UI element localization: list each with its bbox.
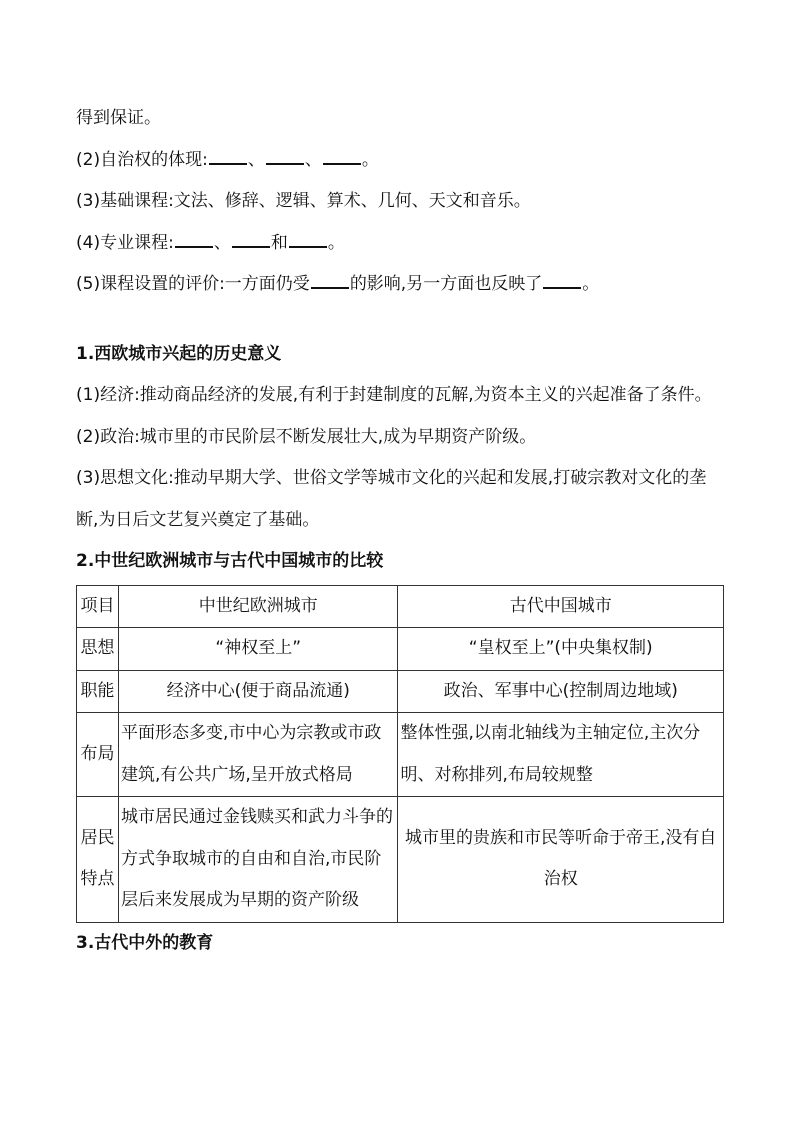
autonomy-line [76, 140, 724, 182]
section-1-title: 1.西欧城市兴起的历史意义 [76, 343, 282, 364]
answer-blank[interactable] [311, 273, 349, 289]
table-cell: 平面形态多变,市中心为宗教或市政建筑,有公共广场,呈开放式格局 [118, 713, 398, 797]
separator: 和 [270, 232, 288, 253]
table-cell: 布局 [77, 713, 119, 797]
table-cell: 居民特点 [77, 797, 119, 923]
table-header-cell: 古代中国城市 [398, 585, 724, 628]
table-cell: 经济中心(便于商品流通) [118, 670, 398, 713]
table-header-cell: 项目 [77, 585, 119, 628]
evaluation-line [76, 264, 724, 306]
document-page [76, 98, 724, 964]
evaluation-prefix: (5)课程设置的评价:一方面仍受 [76, 274, 310, 294]
separator: 、 [213, 232, 231, 253]
line-end: 。 [582, 274, 600, 294]
answer-blank[interactable] [289, 232, 327, 248]
line-end: 。 [327, 232, 345, 253]
table-cell: “皇权至上”(中央集权制) [398, 628, 724, 671]
line-end: 。 [361, 149, 379, 170]
autonomy-prefix: (2)自治权的体现: [76, 149, 208, 170]
answer-blank[interactable] [543, 273, 581, 289]
professional-prefix: (4)专业课程: [76, 232, 174, 253]
section-1-item: (3)思想文化:推动早期大学、世俗文学等城市文化的兴起和发展,打破宗教对文化的垄断,为日后文艺复兴奠定了基础。 [76, 468, 707, 530]
table-cell: 政治、军事中心(控制周边地域) [398, 670, 724, 713]
table-cell: 城市里的贵族和市民等听命于帝王,没有自治权 [398, 797, 724, 923]
intro-tail: 得到保证。 [76, 108, 161, 128]
table-header-cell: 中世纪欧洲城市 [118, 585, 398, 628]
section-2-title: 2.中世纪欧洲城市与古代中国城市的比较 [76, 551, 384, 571]
table-cell: 职能 [77, 670, 119, 713]
comparison-table [76, 585, 724, 923]
spacer [76, 306, 724, 334]
separator: 、 [304, 149, 322, 170]
table-row [77, 628, 724, 671]
table-cell: “神权至上” [118, 628, 398, 671]
table-cell: 整体性强,以南北轴线为主轴定位,主次分明、对称排列,布局较规整 [398, 713, 724, 797]
section-3-title: 3.古代中外的教育 [76, 932, 214, 953]
table-row [77, 670, 724, 713]
basic-courses: (3)基础课程:文法、修辞、逻辑、算术、几何、天文和音乐。 [76, 191, 531, 211]
table-cell: 思想 [77, 628, 119, 671]
separator: 、 [247, 149, 265, 170]
answer-blank[interactable] [323, 149, 361, 165]
table-row [77, 713, 724, 797]
answer-blank[interactable] [266, 149, 304, 165]
table-row [77, 797, 724, 923]
answer-blank[interactable] [232, 232, 270, 248]
answer-blank[interactable] [209, 149, 247, 165]
professional-line [76, 223, 724, 265]
table-cell: 城市居民通过金钱赎买和武力斗争的方式争取城市的自由和自治,市民阶层后来发展成为早期的资产阶级 [118, 797, 398, 923]
section-1-item: (2)政治:城市里的市民阶层不断发展壮大,成为早期资产阶级。 [76, 426, 537, 447]
answer-blank[interactable] [175, 232, 213, 248]
table-header-row [77, 585, 724, 628]
evaluation-mid: 的影响,另一方面也反映了 [349, 274, 543, 294]
section-1-item: (1)经济:推动商品经济的发展,有利于封建制度的瓦解,为资本主义的兴起准备了条件。 [76, 385, 712, 405]
